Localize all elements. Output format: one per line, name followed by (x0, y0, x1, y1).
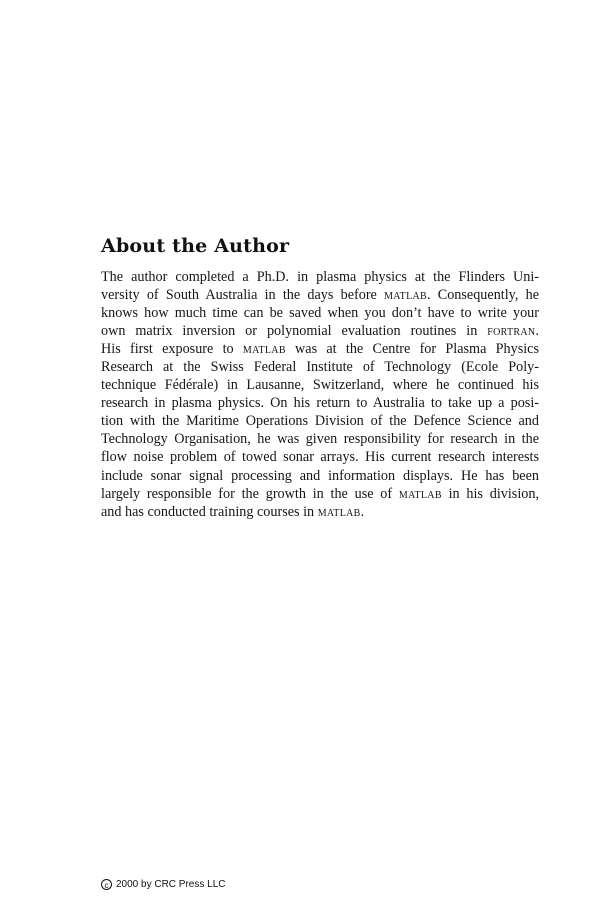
matlab-term: matlab (398, 485, 442, 502)
author-biography-paragraph (101, 268, 539, 521)
paragraph-line (101, 340, 539, 358)
line-text: own matrix inversion or polynomial evaluation routines in (101, 323, 488, 340)
line-text: versity of South Australia in the days before (101, 287, 385, 304)
line-text: was at the Centre for Plasma Physics (285, 341, 539, 358)
paragraph-line: flow noise problem of towed sonar arrays. His current research interests (101, 449, 539, 466)
paragraph-line: The author completed a Ph.D. in plasma physics at the Flinders Uni- (101, 269, 539, 285)
paragraph-line: Research at the Swiss Federal Institute of Technology (Ecole Poly- (101, 359, 539, 376)
fortran-term: fortran (487, 323, 536, 340)
line-text: in his division, (441, 485, 539, 502)
line-text: and has conducted training courses in (101, 503, 318, 520)
paragraph-line (101, 322, 539, 340)
paragraph-line: research in plasma physics. On his return to Australia to take up a posi- (101, 395, 539, 412)
paragraph-line (101, 485, 539, 503)
paragraph-line (101, 286, 539, 304)
line-text: . (535, 323, 539, 340)
paragraph-line: include sonar signal processing and information displays. He has been (101, 467, 539, 484)
paragraph-line: tion with the Maritime Operations Division of the Defence Science and (101, 413, 539, 430)
copyright-icon: c (101, 879, 112, 890)
line-text: His first exposure to (101, 341, 243, 358)
matlab-term: matlab (384, 287, 427, 304)
line-text: . (360, 503, 365, 520)
copyright-text: 2000 by CRC Press LLC (116, 879, 226, 891)
paragraph-line: Technology Organisation, he was given responsibility for research in the (101, 431, 539, 448)
paragraph-line: knows how much time can be saved when you don’t have to write your (101, 305, 539, 322)
section-title: About the Author (101, 235, 290, 257)
copyright-footer (101, 879, 226, 890)
paragraph-line (101, 503, 539, 521)
paragraph-line: technique Fédérale) in Lausanne, Switzerland, where he continued his (101, 377, 539, 394)
matlab-term: matlab (242, 341, 286, 358)
line-text: . Consequently, he (426, 287, 539, 304)
matlab-term: matlab (317, 503, 361, 520)
line-text: largely responsible for the growth in the use of (101, 485, 399, 502)
